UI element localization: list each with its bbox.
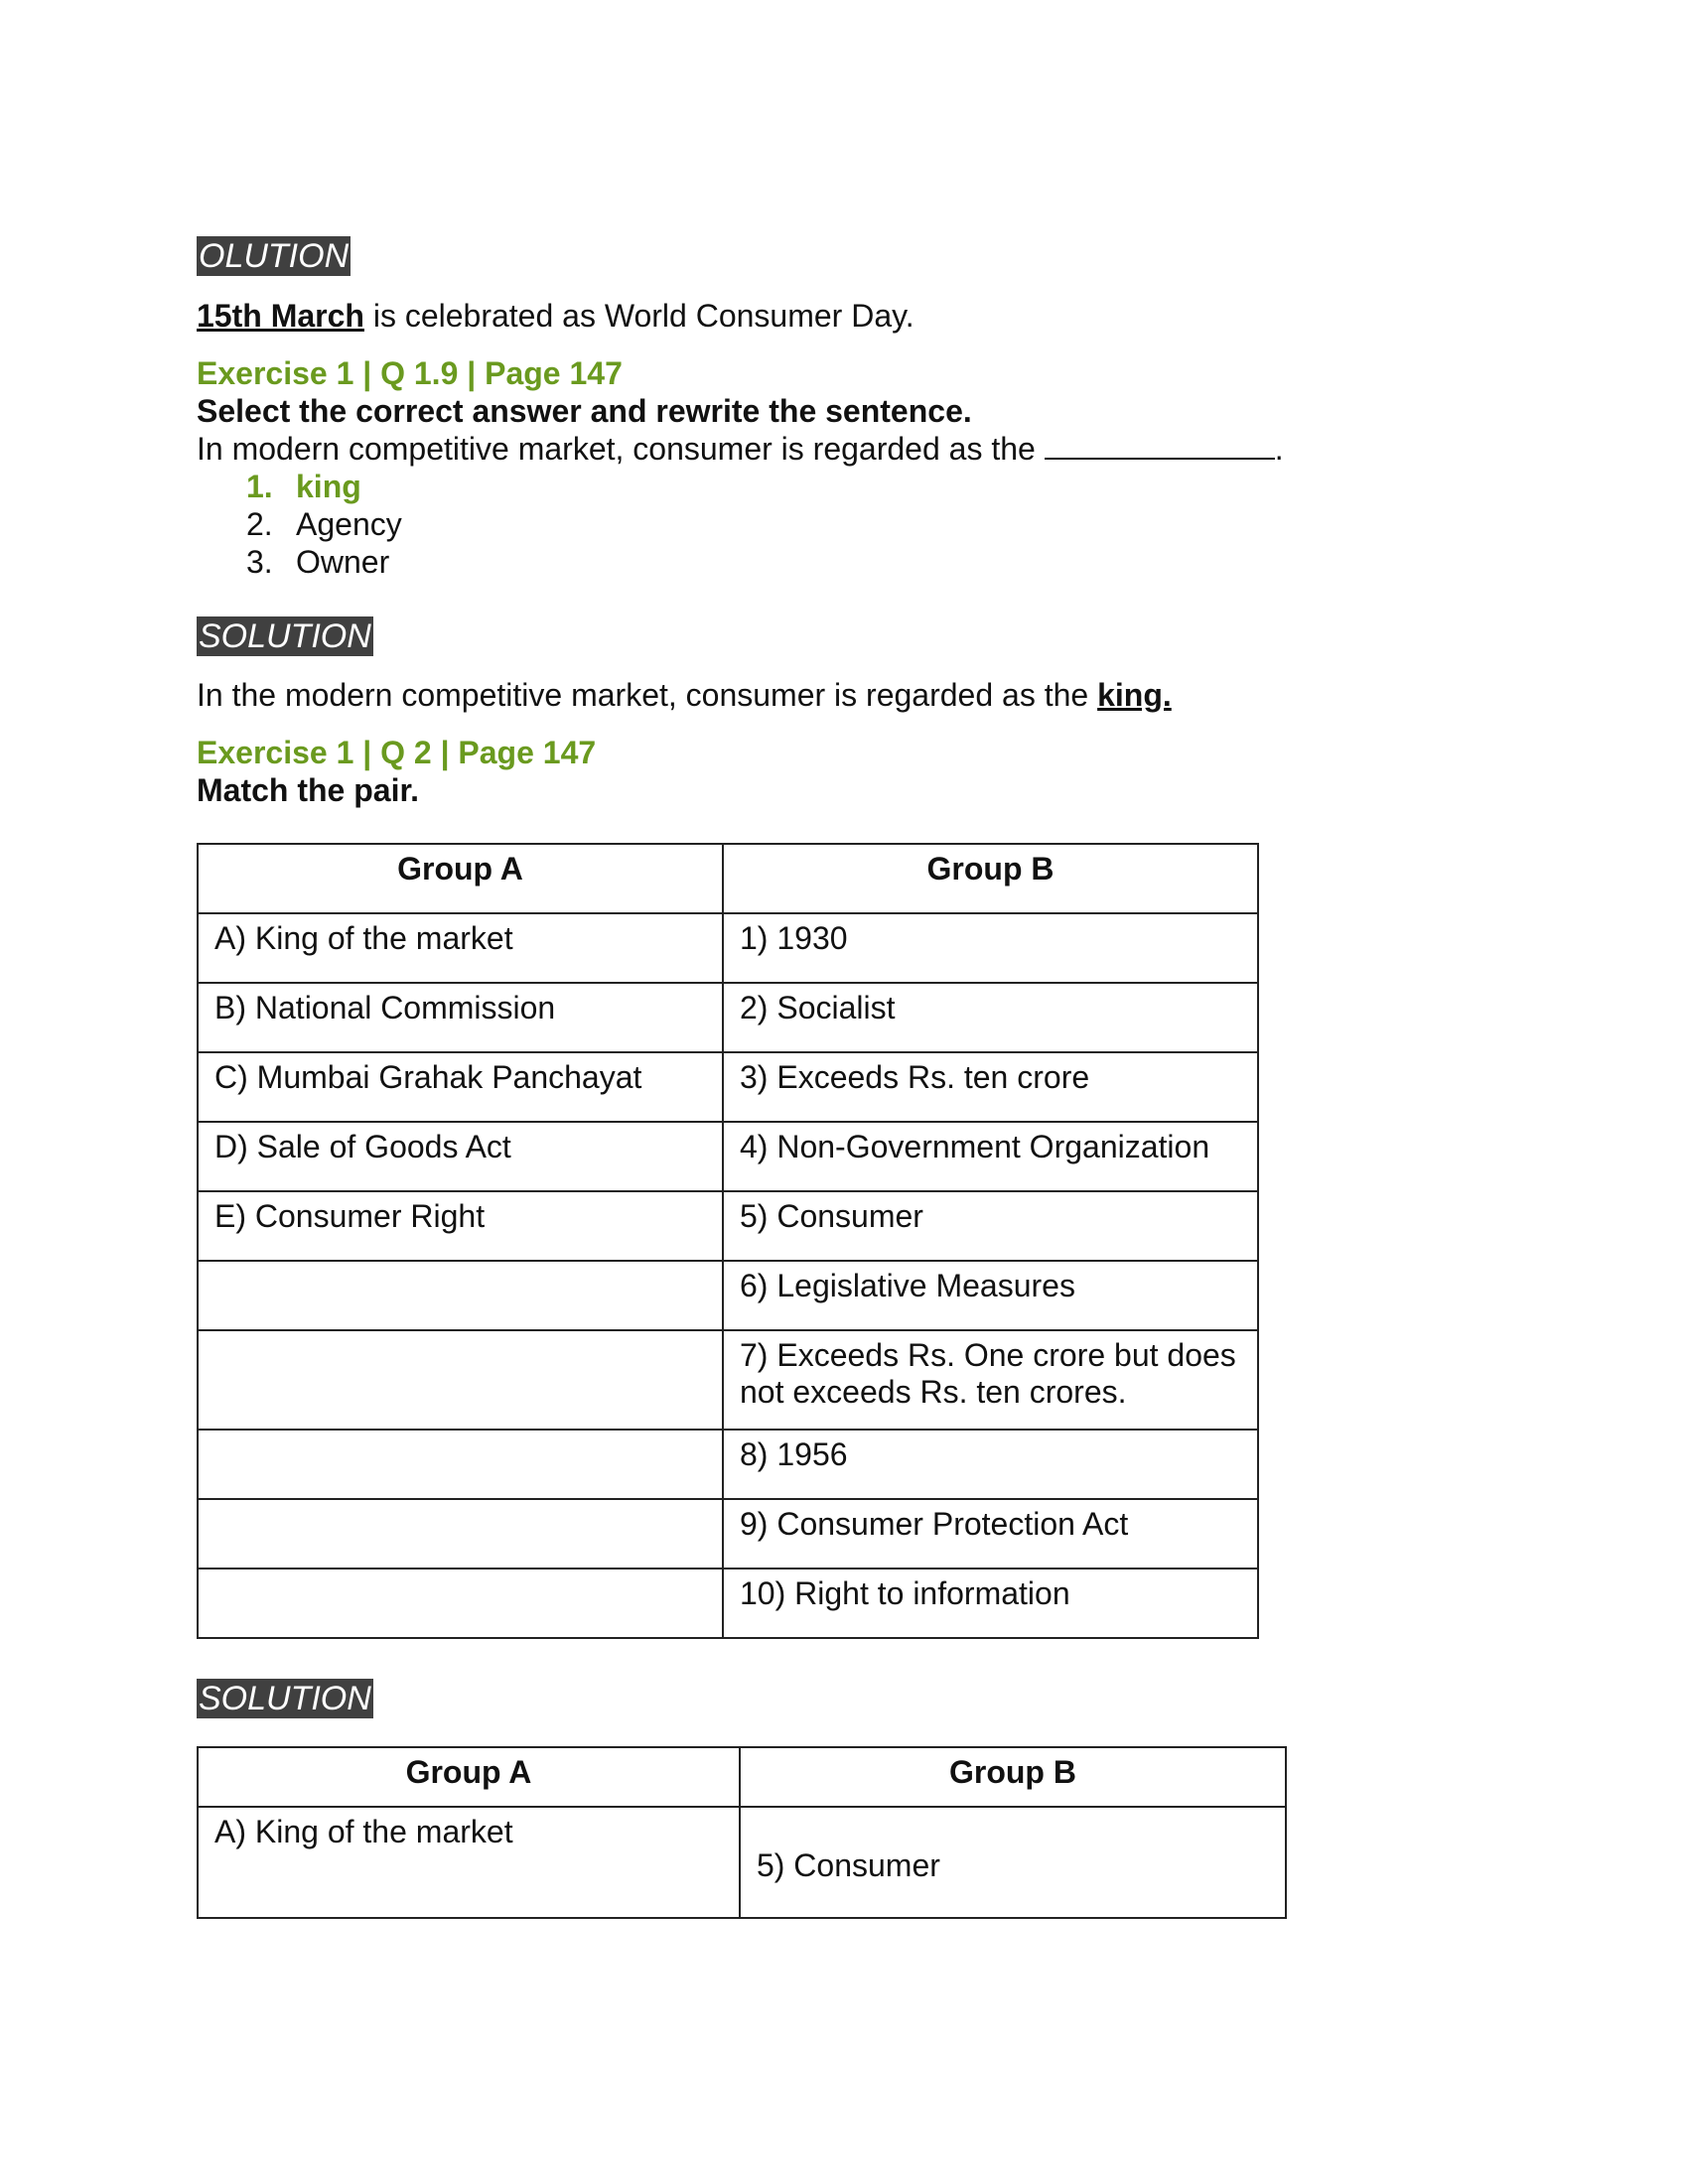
table-cell: 5) Consumer	[723, 1191, 1258, 1261]
table-row	[198, 1430, 1258, 1499]
table-row	[198, 1569, 1258, 1638]
table-cell: A) King of the market	[198, 1807, 740, 1918]
solution-answer	[197, 676, 1388, 714]
exercise-heading: Exercise 1 | Q 2 | Page 147	[197, 735, 597, 770]
question-instruction: Select the correct answer and rewrite the sentence.	[197, 393, 972, 429]
option-item-correct	[246, 468, 1388, 505]
table-cell: 5) Consumer	[740, 1807, 1286, 1918]
question-instruction: Match the pair.	[197, 772, 420, 808]
table-row	[198, 1191, 1258, 1261]
table-row	[198, 1052, 1258, 1122]
table-cell	[198, 1499, 723, 1569]
document-page	[197, 236, 1388, 1919]
table-header-row	[198, 844, 1258, 913]
solution-badge: OLUTION	[199, 237, 350, 275]
table-cell	[198, 1330, 723, 1430]
option-number: 2.	[246, 506, 273, 542]
answer-text: In the modern competitive market, consumer is regarded as the	[197, 677, 1098, 713]
option-number: 3.	[246, 544, 273, 580]
solution-table	[197, 1746, 1287, 1919]
table-cell	[198, 1430, 723, 1499]
answer-blank	[1045, 432, 1275, 460]
table-cell: D) Sale of Goods Act	[198, 1122, 723, 1191]
table-row	[198, 1807, 1286, 1918]
table-cell: 7) Exceeds Rs. One crore but does not exceeds Rs. ten crores.	[723, 1330, 1258, 1430]
table-row	[198, 1330, 1258, 1430]
table-row	[198, 1499, 1258, 1569]
table-row	[198, 983, 1258, 1052]
solution-badge: SOLUTION	[199, 617, 371, 655]
question-sentence: In modern competitive market, consumer is regarded as the	[197, 431, 1036, 467]
options-list	[197, 468, 1388, 581]
solution-answer	[197, 297, 1388, 335]
table-row	[198, 1122, 1258, 1191]
table-cell: C) Mumbai Grahak Panchayat	[198, 1052, 723, 1122]
option-item	[246, 505, 1388, 543]
table-cell: 4) Non-Government Organization	[723, 1122, 1258, 1191]
table-header-row	[198, 1747, 1286, 1807]
column-header: Group A	[198, 844, 723, 913]
table-cell: 9) Consumer Protection Act	[723, 1499, 1258, 1569]
table-cell: 6) Legislative Measures	[723, 1261, 1258, 1330]
table-row	[198, 1261, 1258, 1330]
option-text: Owner	[296, 544, 390, 580]
answer-highlight: 15th March	[197, 298, 364, 334]
solution-badge: SOLUTION	[199, 1680, 371, 1717]
table-cell: 10) Right to information	[723, 1569, 1258, 1638]
column-header: Group B	[740, 1747, 1286, 1807]
table-cell: 2) Socialist	[723, 983, 1258, 1052]
option-number: 1.	[246, 469, 273, 504]
table-cell: 1) 1930	[723, 913, 1258, 983]
table-cell	[198, 1569, 723, 1638]
option-item	[246, 543, 1388, 581]
column-header: Group B	[723, 844, 1258, 913]
option-text: king	[296, 469, 361, 504]
question-text	[197, 430, 1388, 468]
table-cell: A) King of the market	[198, 913, 723, 983]
question-end: .	[1274, 431, 1284, 467]
table-cell: B) National Commission	[198, 983, 723, 1052]
match-table	[197, 843, 1259, 1639]
option-text: Agency	[296, 506, 402, 542]
table-cell: 8) 1956	[723, 1430, 1258, 1499]
table-cell: E) Consumer Right	[198, 1191, 723, 1261]
table-cell: 3) Exceeds Rs. ten crore	[723, 1052, 1258, 1122]
answer-highlight: king.	[1097, 677, 1172, 713]
exercise-heading: Exercise 1 | Q 1.9 | Page 147	[197, 355, 623, 391]
answer-text: is celebrated as World Consumer Day.	[363, 298, 914, 334]
column-header: Group A	[198, 1747, 740, 1807]
table-row	[198, 913, 1258, 983]
table-cell	[198, 1261, 723, 1330]
